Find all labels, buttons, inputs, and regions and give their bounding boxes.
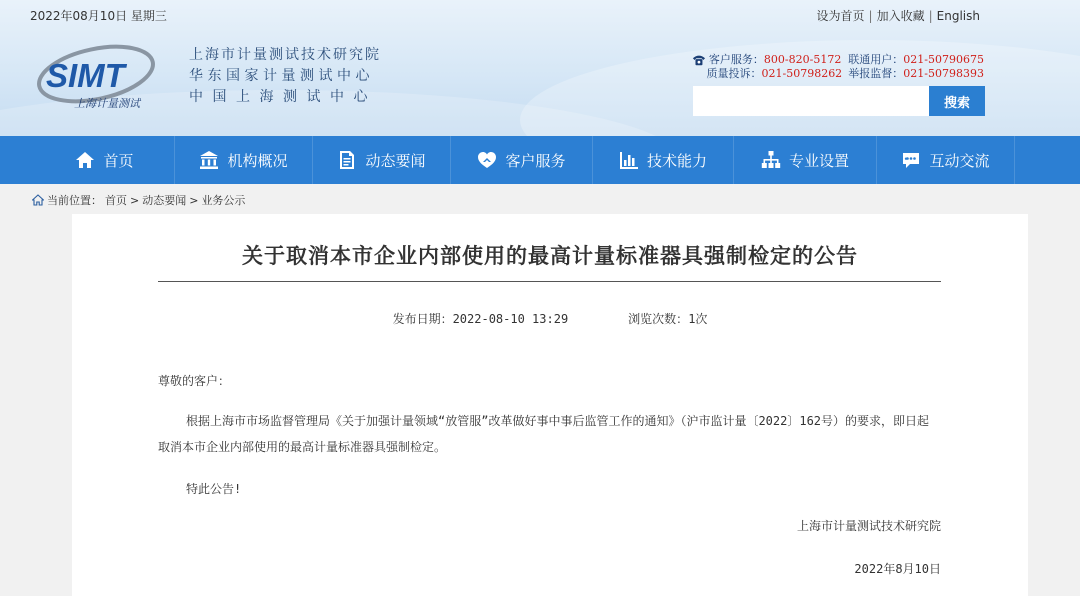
title-divider <box>158 281 941 282</box>
publish-date: 2022-08-10 13:29 <box>452 312 569 326</box>
org-name-1: 上海市计量测试技术研究院 <box>189 47 381 63</box>
views-label: 浏览次数： <box>628 312 689 326</box>
nav-label: 互动交流 <box>929 151 990 170</box>
nav-label: 首页 <box>103 151 134 170</box>
service-label: 客户服务： <box>708 54 764 66</box>
article-container <box>72 214 1028 596</box>
simt-logo[interactable] <box>36 44 158 112</box>
logo-text: SIMT <box>46 57 125 94</box>
nav-item-about[interactable] <box>175 136 313 184</box>
report-phone: 021-50798393 <box>903 67 984 80</box>
add-favorite-link[interactable]: 加入收藏 <box>876 9 925 23</box>
newuser-phone: 021-50790675 <box>903 53 984 66</box>
views-info <box>628 310 707 327</box>
document-icon <box>337 150 357 170</box>
article-title: 关于取消本市企业内部使用的最高计量标准器具强制检定的公告 <box>242 243 858 268</box>
nav-label: 客户服务 <box>505 151 566 170</box>
breadcrumb-business[interactable]: 业务公示 <box>201 194 246 207</box>
org-name-2: 华东国家计量测试中心 <box>189 68 374 84</box>
newuser-label: 联通用户： <box>848 54 904 66</box>
article-sign-date: 2022年8月10日 <box>854 562 941 576</box>
service-icon <box>477 150 497 170</box>
org-chart-icon <box>761 150 781 170</box>
publish-label: 发布日期： <box>392 312 453 326</box>
article-body <box>158 368 941 502</box>
institution-icon <box>199 150 219 170</box>
separator: | <box>928 8 933 23</box>
set-homepage-link[interactable]: 设为首页 <box>816 9 865 23</box>
nav-item-service[interactable] <box>451 136 593 184</box>
publish-info <box>393 310 569 327</box>
english-link[interactable]: English <box>936 8 980 23</box>
search-input[interactable] <box>693 86 929 116</box>
separator: | <box>868 8 873 23</box>
views-count: 1次 <box>688 312 708 326</box>
article-signature: 上海市计量测试技术研究院 <box>796 519 941 533</box>
org-name-3: 中国上海测试中心 <box>189 89 377 105</box>
complaint-label: 质量投诉： <box>706 68 762 80</box>
home-icon <box>75 150 95 170</box>
search-button[interactable]: 搜索 <box>929 86 985 116</box>
breadcrumb-separator: > <box>130 193 140 207</box>
contact-info <box>692 53 984 81</box>
nav-label: 动态要闻 <box>365 151 426 170</box>
nav-item-departments[interactable] <box>734 136 877 184</box>
breadcrumb-label: 当前位置： <box>47 194 102 207</box>
nav-label: 机构概况 <box>227 151 288 170</box>
site-header <box>0 0 1080 136</box>
nav-item-home[interactable] <box>35 136 175 184</box>
top-links <box>817 7 980 24</box>
main-nav <box>0 136 1080 184</box>
report-label: 举报监督： <box>848 68 904 80</box>
breadcrumb-separator: > <box>189 193 199 207</box>
chat-icon <box>901 150 921 170</box>
logo-subtitle: 上海计量测试 <box>74 97 140 110</box>
nav-label: 技术能力 <box>646 151 707 170</box>
organization-names <box>189 45 381 108</box>
nav-item-news[interactable] <box>313 136 451 184</box>
nav-label: 专业设置 <box>788 151 849 170</box>
current-date: 2022年08月10日 星期三 <box>30 9 167 23</box>
home-icon <box>32 194 44 206</box>
telephone-icon <box>692 53 706 67</box>
nav-item-interaction[interactable] <box>877 136 1015 184</box>
breadcrumb <box>32 192 245 208</box>
article-meta <box>72 310 1028 327</box>
service-phone: 800-820-5172 <box>763 53 842 66</box>
complaint-phone: 021-50798262 <box>761 67 843 80</box>
article-paragraph: 根据上海市市场监督管理局《关于加强计量领域“放管服”改革做好事中事后监管工作的通知》（沪市监计量〔2022〕162号）的要求，即日起取消本市企业内部使用的最高计量标准器具强制检定。 <box>158 414 930 454</box>
breadcrumb-news[interactable]: 动态要闻 <box>142 194 187 207</box>
article-greeting: 尊敬的客户： <box>158 374 231 388</box>
article-notice: 特此公告! <box>186 482 242 496</box>
bar-chart-icon <box>619 150 639 170</box>
nav-item-technology[interactable] <box>593 136 734 184</box>
breadcrumb-home[interactable]: 首页 <box>105 194 127 207</box>
